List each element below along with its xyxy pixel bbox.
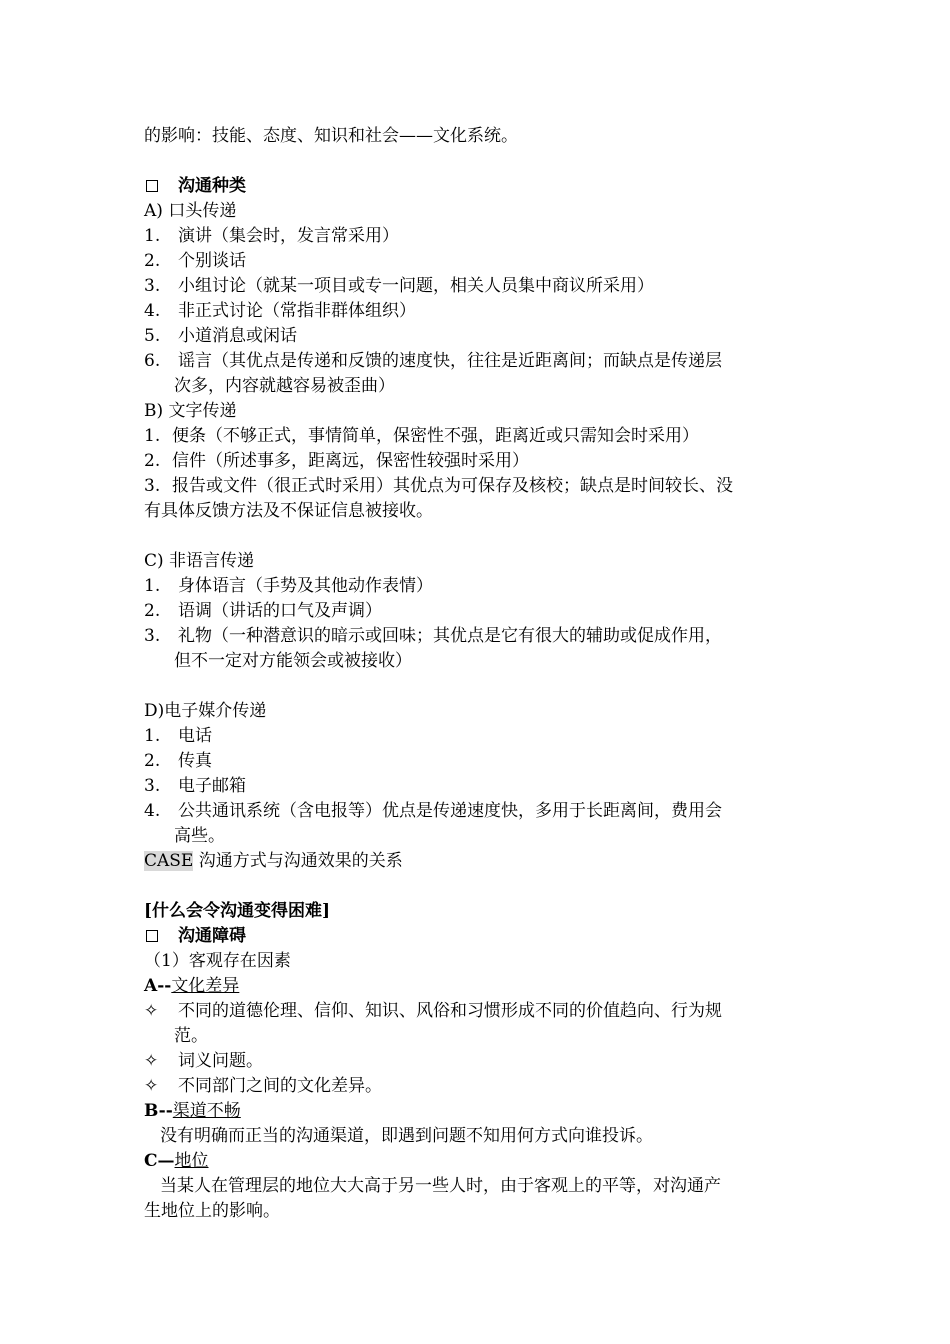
list-item-continuation: 但不一定对方能领会或被接收） (174, 651, 412, 671)
list-item: 1. 电话 (144, 726, 212, 746)
channel-heading: B--渠道不畅 (144, 1101, 241, 1121)
list-item: 3. 小组讨论（就某一项目或专一问题，相关人员集中商议所采用） (144, 276, 654, 296)
list-item: 1. 演讲（集会时，发言常采用） (144, 226, 399, 246)
bullet-item: ✧ 不同部门之间的文化差异。 (144, 1074, 810, 1099)
section-title-types: 沟通种类 (144, 174, 810, 199)
list-item: 1. 身体语言（手势及其他动作表情） (144, 576, 433, 596)
bullet-item: ✧ 不同的道德伦理、信仰、知识、风俗和习惯形成不同的价值趋向、行为规 (144, 999, 810, 1024)
bullet-item-continuation: 范。 (174, 1026, 208, 1046)
status-heading: C—地位 (144, 1151, 209, 1171)
bullet-item: ✧ 词义问题。 (144, 1049, 810, 1074)
list-item: 2. 信件（所述事多，距离远，保密性较强时采用） (144, 451, 529, 471)
sparkle-bullet-icon: ✧ (144, 1001, 159, 1021)
channel-text: 没有明确而正当的沟通渠道，即遇到问题不知用何方式向谁投诉。 (160, 1126, 653, 1146)
list-item: 3. 报告或文件（很正式时采用）其优点为可保存及核校；缺点是时间较长、没 (144, 476, 733, 496)
sparkle-bullet-icon: ✧ (144, 1076, 159, 1096)
list-item: 4. 非正式讨论（常指非群体组织） (144, 301, 416, 321)
list-item: 6. 谣言（其优点是传递和反馈的速度快，往往是近距离间；而缺点是传递层 (144, 351, 722, 371)
list-item: 2. 语调（讲话的口气及声调） (144, 601, 382, 621)
section-title-barriers: 沟通障碍 (144, 924, 810, 949)
case-line: CASE 沟通方式与沟通效果的关系 (144, 851, 403, 871)
objective-factors: （1）客观存在因素 (144, 951, 291, 971)
status-text-continuation: 生地位上的影响。 (144, 1201, 280, 1221)
list-item: 4. 公共通讯系统（含电报等）优点是传递速度快，多用于长距离间，费用会 (144, 801, 722, 821)
intro-line: 的影响：技能、态度、知识和社会——文化系统。 (144, 126, 518, 146)
list-item: 3. 礼物（一种潜意识的暗示或回味；其优点是它有很大的辅助或促成作用， (144, 626, 722, 646)
document-body (144, 124, 810, 1224)
culture-heading: A--文化差异 (144, 976, 240, 996)
list-item-continuation: 次多，内容就越容易被歪曲） (174, 376, 395, 396)
checkbox-square-icon (146, 930, 158, 942)
list-item-continuation: 有具体反馈方法及不保证信息被接收。 (144, 501, 433, 521)
electronic-heading: D)电子媒介传递 (144, 701, 267, 721)
list-item: 2. 个别谈话 (144, 251, 246, 271)
list-item-continuation: 高些。 (174, 826, 225, 846)
checkbox-square-icon (146, 180, 158, 192)
status-text: 当某人在管理层的地位大大高于另一些人时，由于客观上的平等，对沟通产 (160, 1176, 721, 1196)
list-item: 5. 小道消息或闲话 (144, 326, 297, 346)
sparkle-bullet-icon: ✧ (144, 1051, 159, 1071)
nonverbal-heading: C) 非语言传递 (144, 551, 255, 571)
oral-heading: A) 口头传递 (144, 201, 237, 221)
case-tag: CASE (144, 851, 194, 871)
difficulty-title: [什么会令沟通变得困难] (144, 901, 331, 921)
list-item: 3. 电子邮箱 (144, 776, 246, 796)
list-item: 1. 便条（不够正式，事情简单，保密性不强，距离近或只需知会时采用） (144, 426, 699, 446)
list-item: 2. 传真 (144, 751, 212, 771)
written-heading: B) 文字传递 (144, 401, 237, 421)
